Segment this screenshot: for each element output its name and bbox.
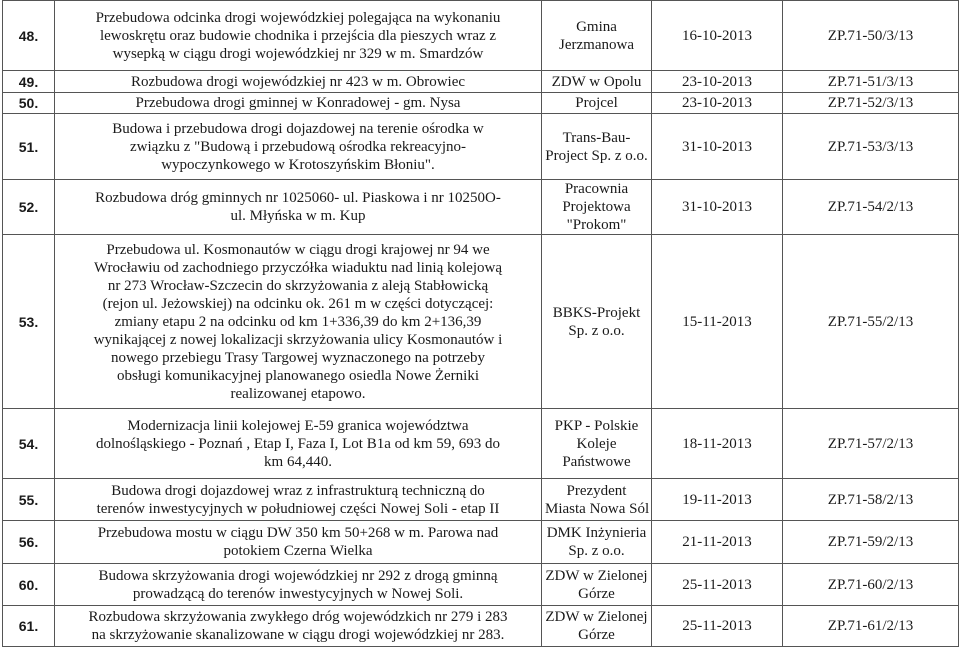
row-number: 51. [3,114,55,180]
decision-date: 31-10-2013 [652,180,783,235]
reference-number: ZP.71-61/2/13 [783,606,959,647]
description-line: Wrocławiu od zachodniego przyczółka wiaduktu nad linią kolejową [93,259,502,276]
investor-line: DMK Inżynieria [546,525,647,541]
description-line: realizowanej etapowo. [230,385,366,402]
reference-number: ZP.71-53/3/13 [783,114,959,180]
decision-date: 25-11-2013 [652,564,783,606]
investor-line: ZDW w Zielonej [545,567,648,584]
description-line: związku z "Budową i przebudową ośrodka rekreacyjno- [130,138,466,155]
project-description [55,180,542,235]
project-description [55,114,542,180]
investor-line: ZDW w Zielonej [545,609,648,625]
investor-line: PKP - Polskie [554,417,639,434]
description-line: na skrzyżowanie skanalizowane w ciągu drogi wojewódzkiej nr 283. [91,627,505,643]
description-line: Budowa drogi dojazdowej wraz z infrastrukturą techniczną do [111,482,485,499]
investor-line: ZDW w Opolu [551,73,642,90]
row-number: 53. [3,235,55,409]
investor-line: BBKS-Projekt [552,304,641,321]
description-line: Przebudowa ul. Kosmonautów w ciągu drogi krajowej nr 94 we [106,241,490,258]
reference-number: ZP.71-52/3/13 [783,93,959,114]
investor [542,479,652,521]
table-row [3,479,959,521]
description-line: wysepką w ciągu drogi wojewódzkiej nr 329 w m. Smardzów [112,45,484,62]
description-line: ul. Młyńska w m. Kup [230,208,366,224]
description-line: terenów inwestycyjnych w południowej części Nowej Soli - etap II [96,500,500,517]
description-line: Budowa skrzyżowania drogi wojewódzkiej nr 292 z drogą gminną [98,567,498,584]
investor-line: Państwowe [562,453,631,470]
description-line: (rejon ul. Jeżowskiej) na odcinku ok. 261 m w części dotyczącej: [102,295,494,312]
investor-line: Project Sp. z o.o. [545,147,648,164]
project-description [55,93,542,114]
description-line: Rozbudowa dróg gminnych nr 1025060- ul. Piaskowa i nr 10250O- [95,190,501,206]
row-number: 48. [3,1,55,71]
project-description [55,235,542,409]
table-body [3,1,959,647]
row-number: 52. [3,180,55,235]
reference-number: ZP.71-58/2/13 [783,479,959,521]
row-number: 54. [3,409,55,479]
reference-number: ZP.71-50/3/13 [783,1,959,71]
investor [542,180,652,235]
table-row [3,235,959,409]
row-number: 56. [3,521,55,564]
investor [542,71,652,93]
investor-line: Gmina [576,18,617,35]
reference-number: ZP.71-60/2/13 [783,564,959,606]
row-number: 61. [3,606,55,647]
table-row [3,180,959,235]
project-description [55,521,542,564]
decisions-table [2,0,959,647]
investor [542,409,652,479]
description-line: dolnośląskiego - Poznań , Etap I, Faza I, Lot B1a od km 59, 693 do [95,435,501,452]
description-line: Budowa i przebudowa drogi dojazdowej na terenie ośrodka w [112,120,484,137]
decision-date: 18-11-2013 [652,409,783,479]
description-line: Modernizacja linii kolejowej E-59 granica województwa [127,417,469,434]
table-row [3,521,959,564]
investor-line: Koleje [576,435,617,452]
description-line: wypoczynkowego w Krotoszyńskim Błoniu". [161,156,435,173]
description-line: Przebudowa mostu w ciągu DW 350 km 50+268 w m. Parowa nad [97,525,499,541]
investor-line: Projcel [575,95,618,111]
decision-date: 23-10-2013 [652,71,783,93]
investor-line: Trans-Bau- [562,129,631,146]
investor-line: Prezydent [566,482,627,499]
investor-line: Miasta Nowa Sól [545,500,650,517]
table-row [3,71,959,93]
table-row [3,1,959,71]
investor-line: Górze [578,585,615,602]
investor-line: Sp. z o.o. [568,322,625,339]
reference-number: ZP.71-59/2/13 [783,521,959,564]
investor-line: Sp. z o.o. [568,543,625,559]
table-row [3,409,959,479]
row-number: 55. [3,479,55,521]
row-number: 60. [3,564,55,606]
table-row [3,606,959,647]
description-line: wynikającej z nowej lokalizacji skrzyżowania ulicy Kosmonautów i [93,331,503,348]
investor-line: Pracownia [564,181,629,197]
description-line: zmiany etapu 2 na odcinku od km 1+336,39 do km 2+136,39 [114,313,482,330]
investor [542,235,652,409]
project-description [55,479,542,521]
investor [542,521,652,564]
description-line: prowadzącą do terenów inwestycyjnych w Nowej Soli. [132,585,464,602]
description-line: km 64,440. [264,453,332,470]
investor [542,114,652,180]
investor [542,1,652,71]
project-description [55,606,542,647]
investor [542,93,652,114]
row-number: 50. [3,93,55,114]
investor [542,564,652,606]
decision-date: 23-10-2013 [652,93,783,114]
description-line: nr 273 Wrocław-Szczecin do skrzyżowania z aleją Stabłowicką [107,277,489,294]
table-row [3,564,959,606]
project-description [55,564,542,606]
investor [542,606,652,647]
decision-date: 31-10-2013 [652,114,783,180]
investor-line: Górze [578,627,615,643]
decision-date: 16-10-2013 [652,1,783,71]
table-row [3,93,959,114]
decision-date: 15-11-2013 [652,235,783,409]
project-description [55,71,542,93]
project-description [55,409,542,479]
decision-date: 19-11-2013 [652,479,783,521]
row-number: 49. [3,71,55,93]
reference-number: ZP.71-51/3/13 [783,71,959,93]
investor-line: Jerzmanowa [559,36,634,53]
description-line: Przebudowa odcinka drogi wojewódzkiej polegająca na wykonaniu [95,9,501,26]
description-line: potokiem Czerna Wielka [223,543,373,559]
reference-number: ZP.71-57/2/13 [783,409,959,479]
decision-date: 25-11-2013 [652,606,783,647]
decision-date: 21-11-2013 [652,521,783,564]
table-row [3,114,959,180]
description-line: Rozbudowa skrzyżowania zwykłego dróg wojewódzkich nr 279 i 283 [88,609,508,625]
description-line: Rozbudowa drogi wojewódzkiej nr 423 w m. Obrowiec [130,73,466,90]
description-line: nowego przebiegu Trasy Targowej wyznaczonego na potrzeby [110,349,486,366]
description-line: obsługi komunikacyjnej planowanego osiedla Nowe Żerniki [117,367,479,384]
description-line: Przebudowa drogi gminnej w Konradowej - gm. Nysa [135,95,461,111]
reference-number: ZP.71-54/2/13 [783,180,959,235]
investor-line: "Prokom" [566,217,627,233]
reference-number: ZP.71-55/2/13 [783,235,959,409]
investor-line: Projektowa [562,199,631,215]
project-description [55,1,542,71]
description-line: lewoskrętu oraz budowie chodnika i przejścia dla pieszych wraz z [99,27,497,44]
